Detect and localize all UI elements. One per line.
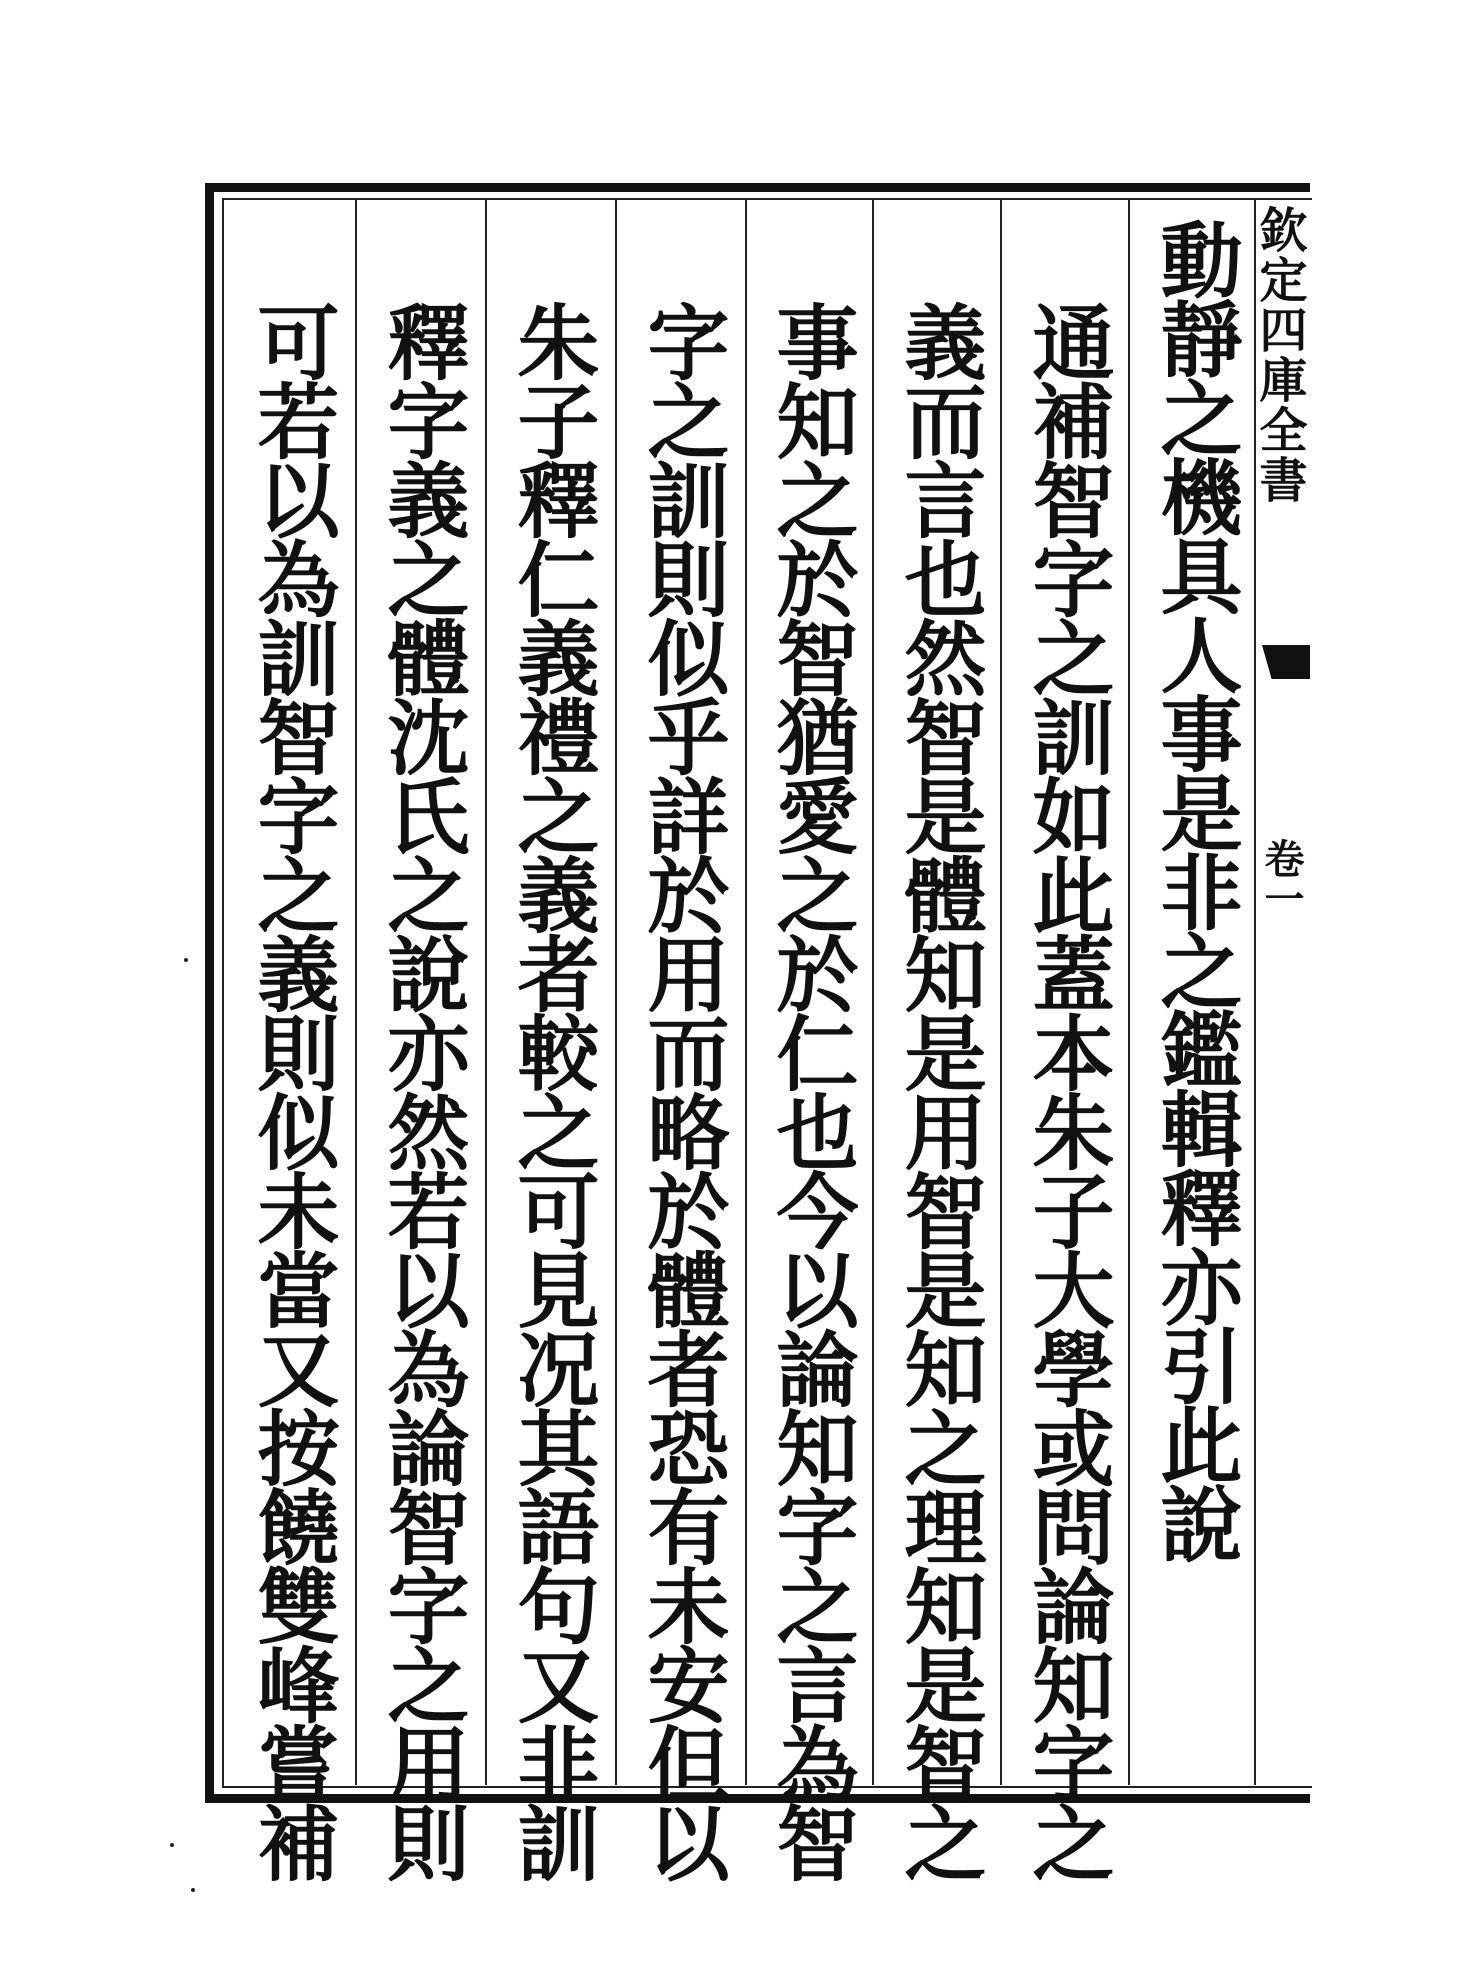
margin-juan: 卷一: [1258, 838, 1305, 918]
column-text: 可若以為訓智字之義則似未當又按饒雙峰嘗補: [244, 300, 340, 1880]
column-rule: [872, 200, 874, 1785]
column-text: 動靜之機具人事是非之鑑輯釋亦引此說: [1147, 218, 1243, 1561]
column-rule: [485, 200, 487, 1785]
column-text: 通補智字之訓如此蓋本朱子大學或問論知字之: [1019, 300, 1115, 1880]
column-rule: [745, 200, 747, 1785]
column-text: 義而言也然智是體知是用智是知之理知是智之: [891, 300, 987, 1880]
text-column-1: [1140, 218, 1250, 1561]
column-rule: [1000, 200, 1002, 1785]
column-text: 事知之於智猶愛之於仁也今以論知字之言為智: [763, 300, 859, 1880]
column-rule: [615, 200, 617, 1785]
margin-title: 欽定四庫全書: [1251, 205, 1307, 505]
column-text: 釋字義之體沈氏之說亦然若以為論智字之用則: [374, 300, 470, 1880]
column-text: 字之訓則似乎詳於用而略於體者恐有未安但以: [634, 300, 730, 1880]
text-column-4: [756, 300, 866, 1880]
text-column-3: [884, 300, 994, 1880]
text-column-8: [237, 300, 347, 1880]
text-column-2: [1012, 300, 1122, 1880]
column-rule: [355, 200, 357, 1785]
text-column-7: [367, 300, 477, 1880]
ink-speck: [191, 1888, 195, 1892]
ink-speck: [170, 1843, 174, 1847]
ink-speck: [184, 958, 188, 962]
column-rule: [1128, 200, 1130, 1785]
text-column-6: [497, 300, 607, 1880]
column-text: 朱子釋仁義禮之義者較之可見况其語句又非訓: [504, 300, 600, 1880]
text-column-5: [627, 300, 737, 1880]
